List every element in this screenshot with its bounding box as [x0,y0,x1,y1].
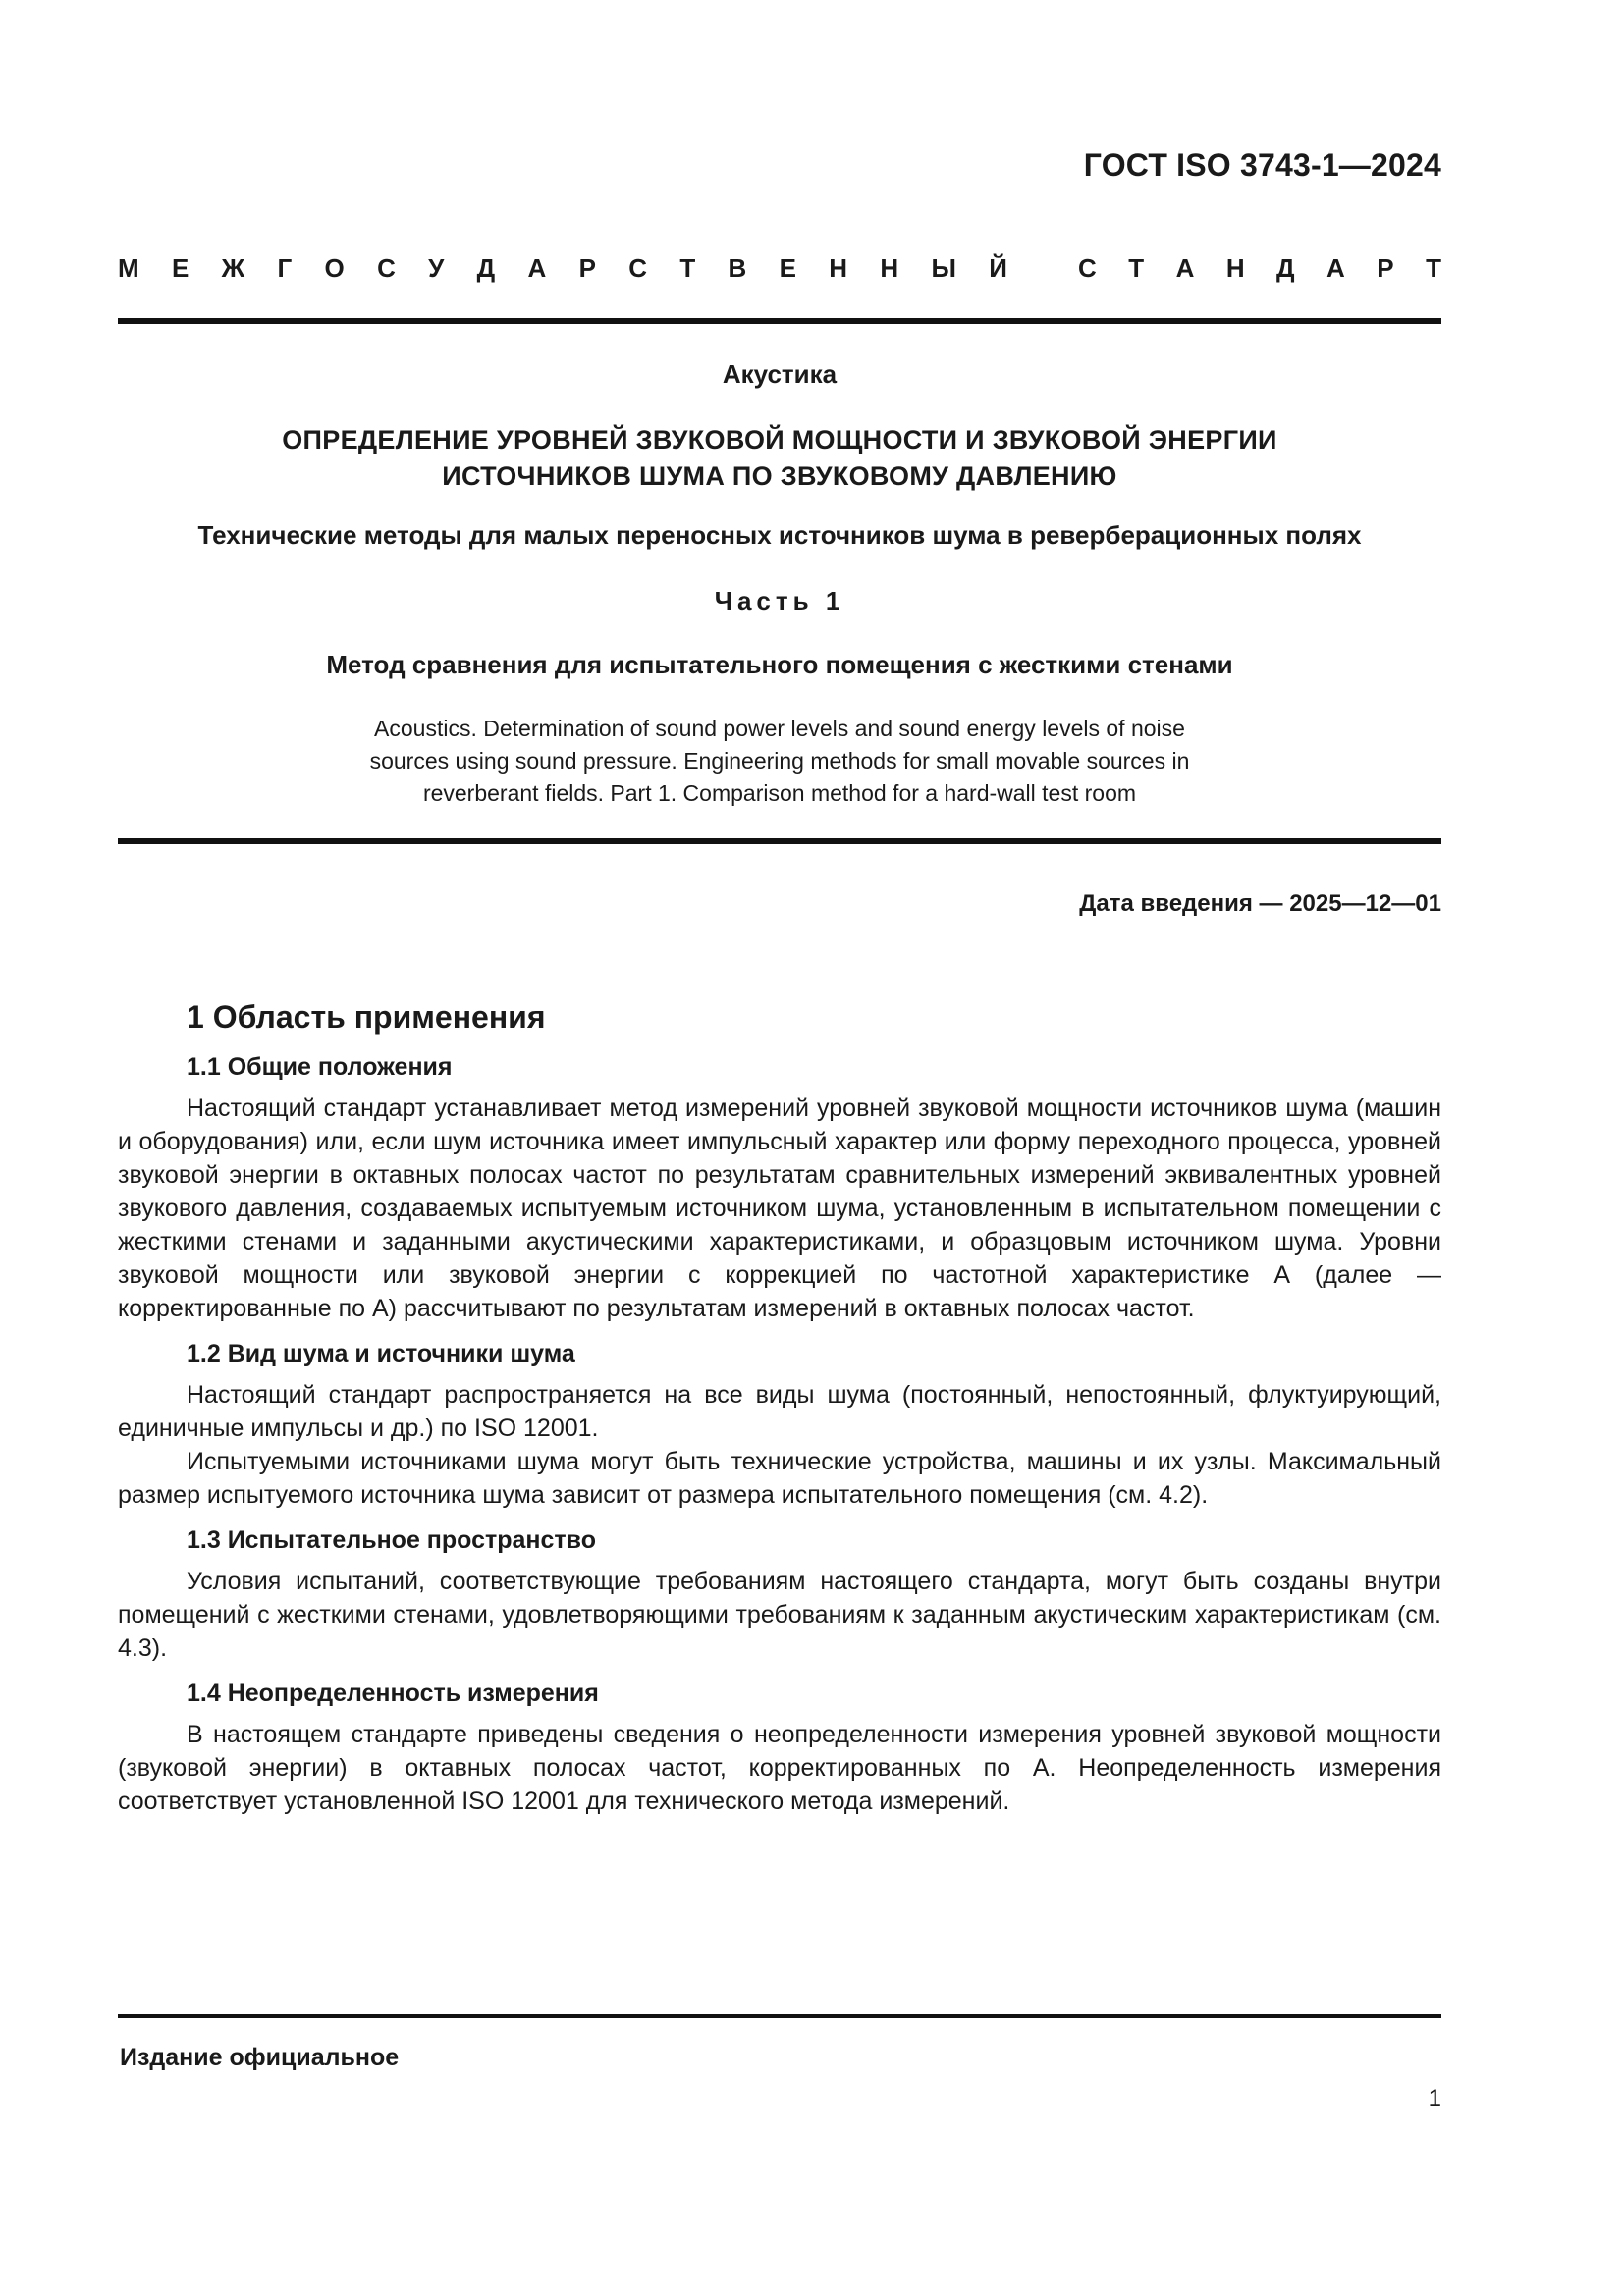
subsection-heading-1-4: 1.4 Неопределенность измерения [187,1680,599,1707]
section-heading: 1 Область применения [187,999,546,1035]
paragraph-1-3: Условия испытаний, соответствующие требованиям настоящего стандарта, могут быть созданы внутри помещений с жесткими стенами, удовлетворяющими требованиям к заданным акустическим характеристикам (см. 4.3). [118,1568,1441,1662]
interstate-standard-banner [118,253,1441,284]
official-edition-label: Издание официальное [120,2044,400,2071]
title-divider [118,838,1441,844]
paragraph-1-2-b: Испытуемыми источниками шума могут быть технические устройства, машины и их узлы. Максимальный размер испытуемого источника шума зависит от размера испытательного помещения (см. 4.2). [118,1448,1441,1509]
part-number: Часть 1 [714,586,845,615]
english-title: Acoustics. Determination of sound power levels and sound energy levels of noise sources using sound pressure. Engineering methods for small movable sources in reverberant fields. Part 1. Comparison method for a hard-wall test room [369,716,1190,806]
banner-word-interstate: М Е Ж Г О С У Д А Р С Т В Е Н Н Ы Й [118,253,1007,283]
footer-divider [118,2014,1441,2018]
section-1 [118,999,1441,1818]
subsection-heading-1-2: 1.2 Вид шума и источники шума [187,1340,575,1367]
subsection-heading-1-1: 1.1 Общие положения [187,1053,453,1081]
title-line-1: ОПРЕДЕЛЕНИЕ УРОВНЕЙ ЗВУКОВОЙ МОЩНОСТИ И ЗВУКОВОЙ ЭНЕРГИИ [282,425,1277,454]
part-title: Метод сравнения для испытательного помещения с жесткими стенами [326,650,1233,679]
banner-word-standard: С Т А Н Д А Р Т [1078,253,1441,283]
top-divider [118,318,1441,324]
subject-heading: Акустика [722,359,838,389]
title-line-2: ИСТОЧНИКОВ ШУМА ПО ЗВУКОВОМУ ДАВЛЕНИЮ [442,461,1117,491]
paragraph-1-4: В настоящем стандарте приведены сведения о неопределенности измерения уровней звуковой мощности (звуковой энергии) в октавных полосах частот, корректированных по А. Неопределенность измерения соответствует установленной ISO 12001 для технического метода измерений. [118,1721,1441,1815]
introduction-date: Дата введения — 2025—12—01 [1079,890,1441,917]
paragraph-1-1: Настоящий стандарт устанавливает метод измерений уровней звуковой мощности источников шума (машин и оборудования) или, если шум источника имеет импульсный характер или форму переходного процесса, уровней звуковой энергии в октавных полосах частот по результатам сравнительных измерений эквивалентных уровней звукового давления, создаваемых испытуемым источником шума, установленным в испытательном помещении с жесткими стенами и заданными акустическими характеристиками, и образцовым источником шума. Уровни звуковой мощности или звуковой энергии с коррекцией по частотной характеристике А (далее — корректированные по А) рассчитывают по результатам измерений в октавных полосах частот. [118,1095,1441,1322]
paragraph-1-2-a: Настоящий стандарт распространяется на все виды шума (постоянный, непостоянный, флуктуирующий, единичные импульсы и др.) по ISO 12001. [118,1381,1441,1442]
subsection-heading-1-3: 1.3 Испытательное пространство [187,1526,596,1554]
page-number: 1 [1428,2085,1441,2111]
document-title [118,422,1441,495]
document-subtitle: Технические методы для малых переносных источников шума в реверберационных полях [197,520,1362,550]
document-code: ГОСТ ISO 3743-1—2024 [1083,147,1441,183]
